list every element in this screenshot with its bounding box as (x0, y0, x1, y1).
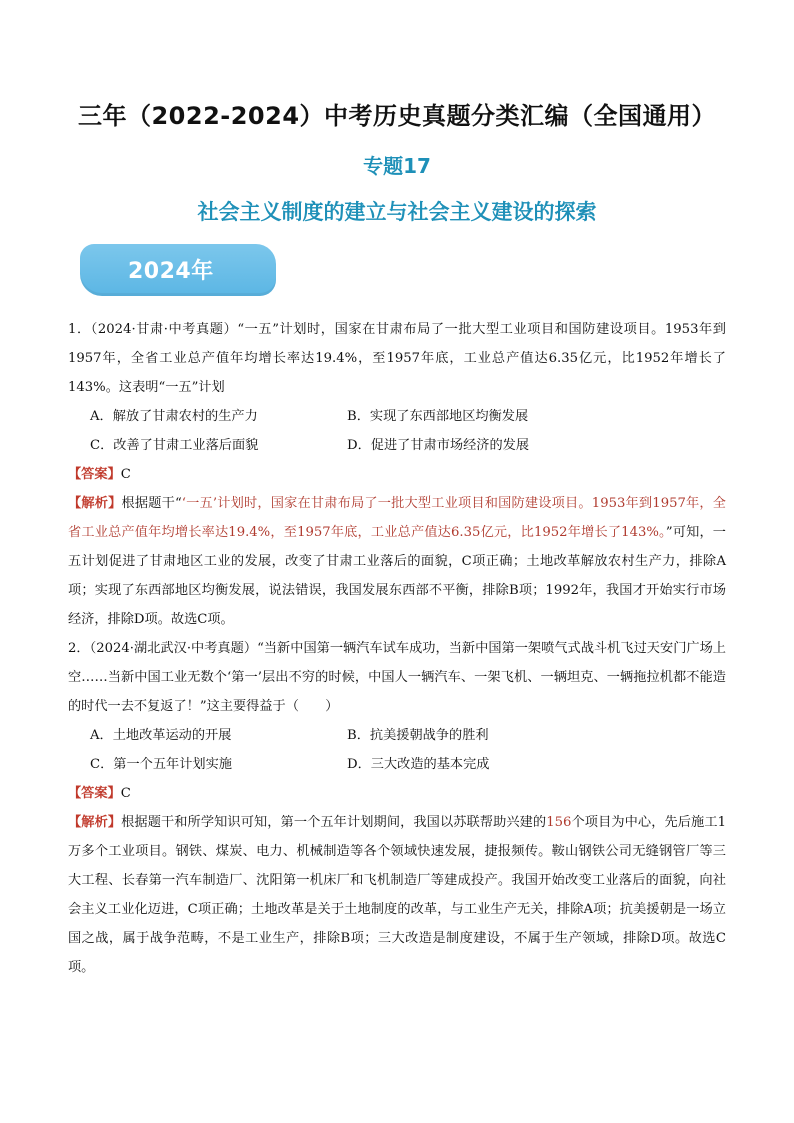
option-a: A．土地改革运动的开展 (90, 728, 232, 743)
answer-line (68, 779, 726, 808)
analysis-label: 【解析】 (68, 496, 122, 511)
answer-line (68, 460, 726, 489)
analysis-lead: 根据题干“ (121, 496, 182, 511)
question-1 (68, 315, 726, 634)
question-text: “一五”计划时，国家在甘肃布局了一批大型工业项目和国防建设项目。1953年到1957年，全省工业总产值年均增长率达19.4%，至1957年底，工业总产值达6.35亿元，比1952年增长了143%。这表明“一五”计划 (68, 322, 726, 395)
question-2 (68, 634, 726, 982)
analysis-text: ”可知，一五计划促进了甘肃地区工业的发展，改变了甘肃工业落后的面貌，C项正确；土地改革解放农村生产力，排除A项；实现了东西部地区均衡发展，说法错误，我国发展东西部不平衡，排除B项；1992年，我国才开始实行市场经济，排除D项。故选C项。 (68, 525, 726, 627)
question-stem (68, 634, 726, 721)
topic-number: 专题17 (363, 154, 431, 178)
analysis (68, 808, 726, 982)
options-row (68, 750, 726, 779)
answer-value: C (120, 467, 131, 482)
question-source: 1．（2024·甘肃·中考真题） (68, 322, 238, 337)
answer-label: 【答案】 (68, 467, 121, 482)
option-a: A．解放了甘肃农村的生产力 (90, 409, 258, 424)
document-title: 三年（2022-2024）中考历史真题分类汇编（全国通用） (77, 102, 717, 130)
analysis-label: 【解析】 (68, 815, 122, 830)
answer-value: C (120, 786, 131, 801)
question-text: “当新中国第一辆汽车试车成功，当新中国第一架喷气式战斗机飞过天安门广场上空……当新中国工业无数个‘第一’层出不穷的时候，中国人一辆汽车、一架飞机、一辆坦克、一辆拖拉机都不能造的时代一去不复返了！”这主要得益于（ ） (68, 641, 726, 714)
options-row (68, 402, 726, 431)
analysis (68, 489, 726, 634)
option-d: D．三大改造的基本完成 (347, 757, 490, 772)
question-stem (68, 315, 726, 402)
option-c: C．第一个五年计划实施 (90, 757, 232, 772)
topic-title: 社会主义制度的建立与社会主义建设的探索 (197, 200, 597, 224)
option-b: B．实现了东西部地区均衡发展 (347, 409, 529, 424)
question-list (68, 315, 726, 982)
option-c: C．改善了甘肃工业落后面貌 (90, 438, 259, 453)
options-row (68, 721, 726, 750)
option-d: D．促进了甘肃市场经济的发展 (347, 438, 530, 453)
answer-label: 【答案】 (68, 786, 121, 801)
question-source: 2．（2024·湖北武汉·中考真题） (68, 641, 258, 656)
year-banner-label: 2024年 (128, 259, 214, 284)
analysis-quote: 156 (546, 815, 572, 830)
options-row (68, 431, 726, 460)
analysis-quote: ‘一五’计划时，国家在甘肃布局了一批大型工业项目和国防建设项目。1953年到1957年，全省工业总产值年均增长率达19.4%，至1957年底，工业总产值达6.35亿元，比1952年增长了143%。 (68, 496, 726, 540)
analysis-lead: 根据题干和所学知识可知，第一个五年计划期间，我国以苏联帮助兴建的 (121, 815, 547, 830)
analysis-text: 个项目为中心，先后施工1万多个工业项目。钢铁、煤炭、电力、机械制造等各个领域快速发展，捷报频传。鞍山钢铁公司无缝钢管厂等三大工程、长春第一汽车制造厂、沈阳第一机床厂和飞机制造厂等建成投产。我国开始改变工业落后的面貌，向社会主义工业化迈进，C项正确；土地改革是关于土地制度的改革，与工业生产无关，排除A项；抗美援朝是一场立国之战，属于战争范畴，不是工业生产，排除B项；三大改造是制度建设，不属于生产领域，排除D项。故选C项。 (68, 815, 727, 975)
option-b: B．抗美援朝战争的胜利 (347, 728, 489, 743)
year-banner (80, 244, 276, 296)
